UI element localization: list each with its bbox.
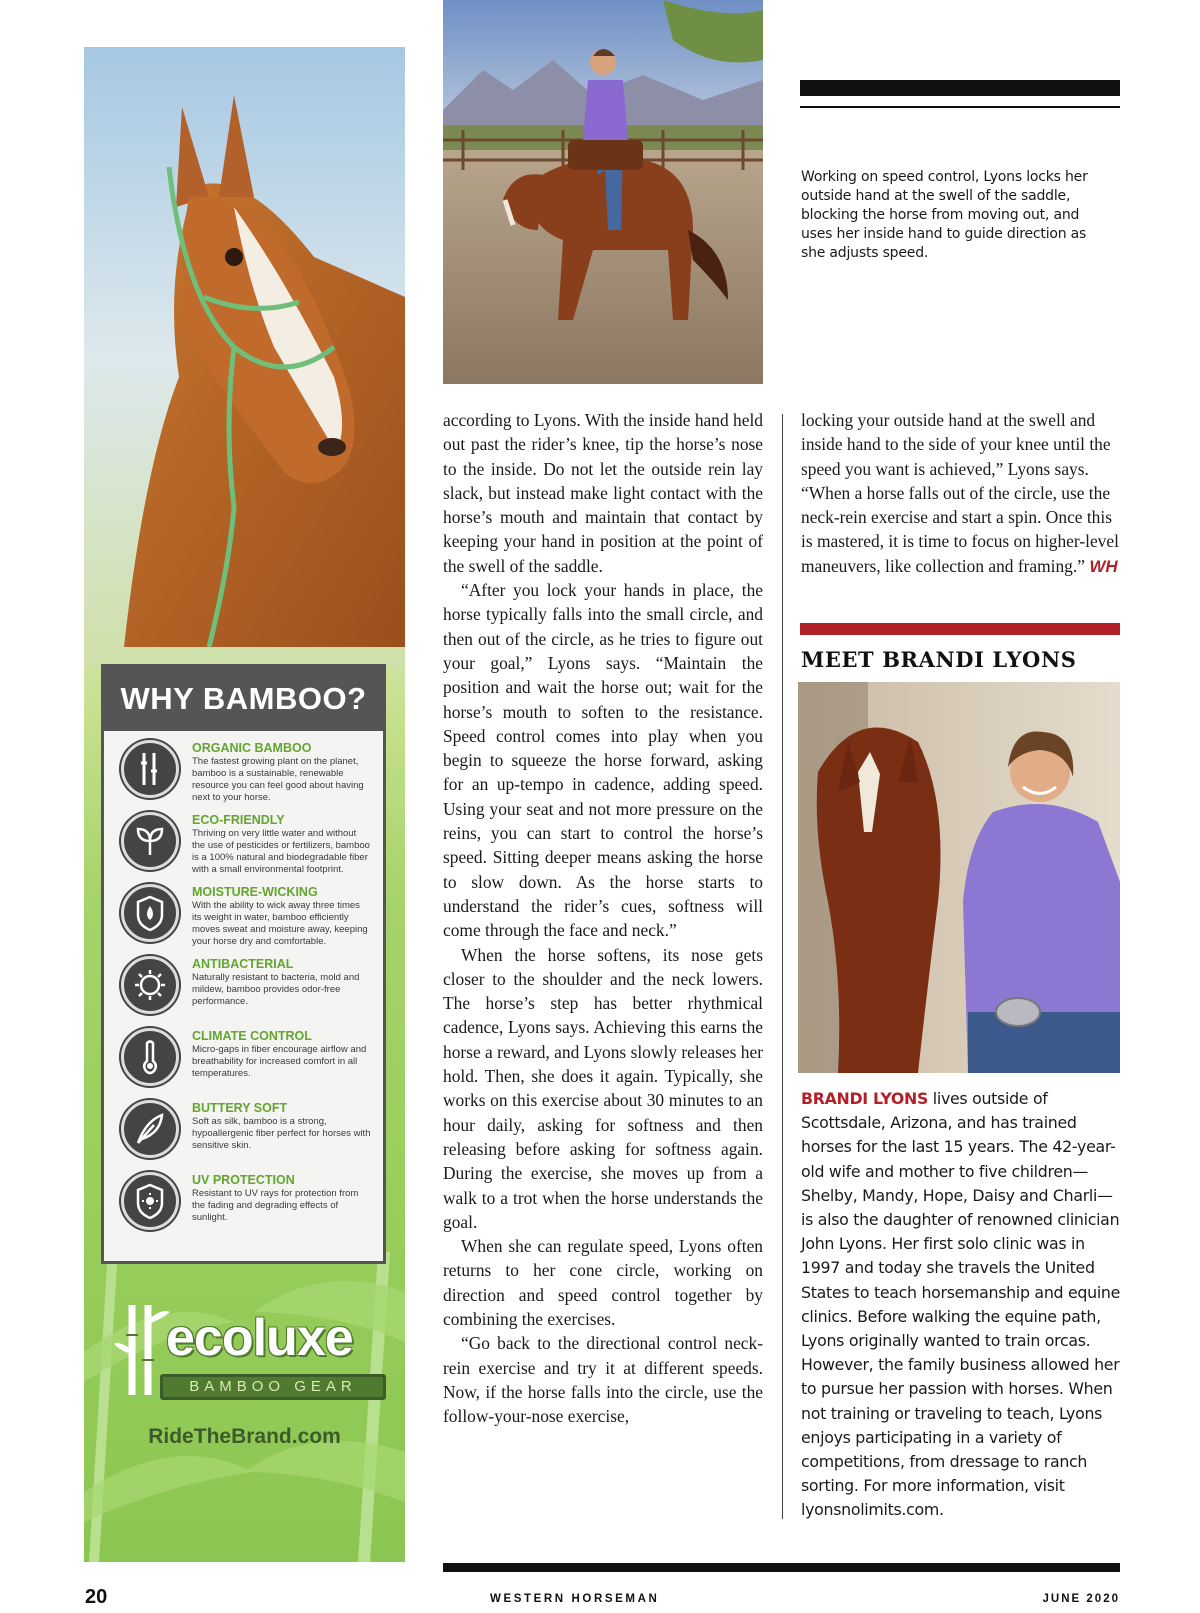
feature-text: Soft as silk, bamboo is a strong, hypoallergenic fiber perfect for horses with sensitive skin. (192, 1116, 371, 1151)
paragraph: When she can regulate speed, Lyons often returns to her cone circle, working on direction and speed control together by combining the exercises. (443, 1236, 763, 1329)
article-column-2 (801, 408, 1121, 579)
water-drop-shield-icon (121, 884, 179, 942)
feature-title: ANTIBACTERIAL (192, 957, 294, 971)
feature-buttery-soft (104, 1095, 383, 1167)
feature-title: ECO-FRIENDLY (192, 813, 285, 827)
paragraph: When the horse softens, its nose gets closer to the shoulder and the neck lowers. The horse’s step has better rhythmical cadence, Lyons says. Achieving this earns the horse a reward, and Lyons slowly releases her hold. Then, she does it again. Typically, she works on this exercise about 30 minutes to an hour daily, asking for softness and then releasing before asking for softness again. During the exercise, she moves up from a walk to a trot when the horse understands the goal. (443, 944, 763, 1232)
end-mark-logo: WH (1089, 556, 1118, 576)
section-header-bar (800, 80, 1120, 96)
feature-title: ORGANIC BAMBOO (192, 741, 312, 755)
feature-title: BUTTERY SOFT (192, 1101, 288, 1115)
ad-url: RideTheBrand.com (148, 1425, 341, 1448)
author-bio (801, 1087, 1123, 1523)
paragraph: “After you lock your hands in place, the horse typically falls into the small circle, and then out of the circle, as he tries to figure out your goal,” Lyons says. “Maintain the position and wait the horse out; wait for the horse’s mouth to soften to the resistance. Speed control comes into play when you begin to squeeze the horse forward, asking for an up-tempo in cadence, adding speed. Using your seat and not more pressure on the reins, you can start to control the horse’s speed. Sitting deeper means asking the horse to slow down. As the horse starts to understand the rider’s cues, softness will come through the face and neck.” (443, 580, 763, 941)
bacteria-icon (121, 956, 179, 1014)
sun-shield-icon (121, 1172, 179, 1230)
why-bamboo-title: WHY BAMBOO? (104, 667, 383, 731)
column-divider (782, 414, 783, 1519)
paragraph: “Go back to the directional control neck-rein exercise and try it at different speeds. Now, if the horse falls into the circle, use the follow-your-nose exercise, (443, 1333, 763, 1427)
feature-text: Naturally resistant to bacteria, mold and mildew, bamboo provides odor-free performance. (192, 972, 360, 1007)
feature-text: Thriving on very little water and without the use of pesticides or fertilizers, bamboo is a 100% natural and biodegradable fiber with a small environmental footprint. (192, 828, 370, 875)
magazine-name: WESTERN HORSEMAN (490, 1593, 660, 1605)
paragraph: according to Lyons. With the inside hand held out past the rider’s knee, tip the horse’s nose to the inside. Do not let the outside rein lay slack, but instead make light contact with the horse’s mouth and maintain that contact by keeping your hand in position at the point of the swell of the saddle. (443, 410, 763, 576)
leaf-icon (121, 812, 179, 870)
feature-uv-protection (104, 1167, 383, 1239)
ecoluxe-wordmark: ecoluxe (166, 1309, 353, 1367)
feature-climate-control (104, 1023, 383, 1095)
brandi-lyons-portrait-photo (798, 682, 1120, 1073)
issue-date: JUNE 2020 (1042, 1593, 1120, 1605)
feature-eco-friendly (104, 807, 383, 879)
thermometer-icon (121, 1028, 179, 1086)
feature-moisture-wicking (104, 879, 383, 951)
feature-text: With the ability to wick away three times its weight in water, bamboo efficiently moves sweat and moisture away, keeping your horse dry and comfortable. (192, 900, 368, 947)
bio-name: BRANDI LYONS (801, 1089, 929, 1108)
feature-organic-bamboo (104, 735, 383, 807)
feature-text: Micro-gaps in fiber encourage airflow and breathability for increased comfort in all temperatures. (192, 1044, 367, 1079)
feature-antibacterial (104, 951, 383, 1023)
footer-rule (443, 1563, 1120, 1572)
feature-title: UV PROTECTION (192, 1173, 295, 1187)
feature-text: Resistant to UV rays for protection from the fading and degrading effects of sunlight. (192, 1188, 359, 1223)
bamboo-icon (121, 740, 179, 798)
sidebar-accent-bar (800, 623, 1120, 635)
bio-text: lives outside of Scottsdale, Arizona, and has trained horses for the last 15 years. The 42-year-old wife and mother to five children—Shelby, Mandy, Hope, Daisy and Charli—is also the daughter of renowned clinician John Lyons. Her first solo clinic was in 1997 and today she travels the United States to teach horsemanship and equine clinics. Before walking the equine path, Lyons originally wanted to train orcas. However, the family business allowed her to pursue her passion with horses. When not training or traveling to teach, Lyons enjoys participating in a variety of competitions, from dressage to ranch sorting. For more information, visit lyonsnolimits.com. (801, 1089, 1121, 1520)
ecoluxe-advertisement (84, 47, 405, 1562)
feature-text: The fastest growing plant on the planet, bamboo is a sustainable, renewable resource you can feel good about having next to your horse. (192, 756, 364, 803)
bamboo-gear-tagline: BAMBOO GEAR (160, 1374, 386, 1400)
feature-title: CLIMATE CONTROL (192, 1029, 312, 1043)
paragraph (801, 408, 1121, 579)
section-header-rule (800, 106, 1120, 108)
article-column-1 (443, 408, 763, 1428)
horse-halter-photo (84, 47, 405, 667)
feature-title: MOISTURE-WICKING (192, 885, 318, 899)
feather-icon (121, 1100, 179, 1158)
ecoluxe-logo (104, 1300, 394, 1410)
photo-caption: Working on speed control, Lyons locks her outside hand at the swell of the saddle, blocking the horse from moving out, and uses her inside hand to guide direction as she adjusts speed. (801, 169, 1088, 261)
page-number: 20 (85, 1586, 108, 1608)
sidebar-heading: MEET BRANDI LYONS (801, 647, 1077, 672)
lyons-riding-photo (443, 0, 763, 384)
paragraph-text: locking your outside hand at the swell and inside hand to the side of your knee until the speed you want is achieved,” Lyons says. “When a horse falls out of the circle, use the neck-rein exercise and start a spin. Once this is mastered, it is time to focus on higher-level maneuvers, like collection and framing.” (801, 410, 1119, 576)
why-bamboo-panel (101, 664, 386, 1264)
